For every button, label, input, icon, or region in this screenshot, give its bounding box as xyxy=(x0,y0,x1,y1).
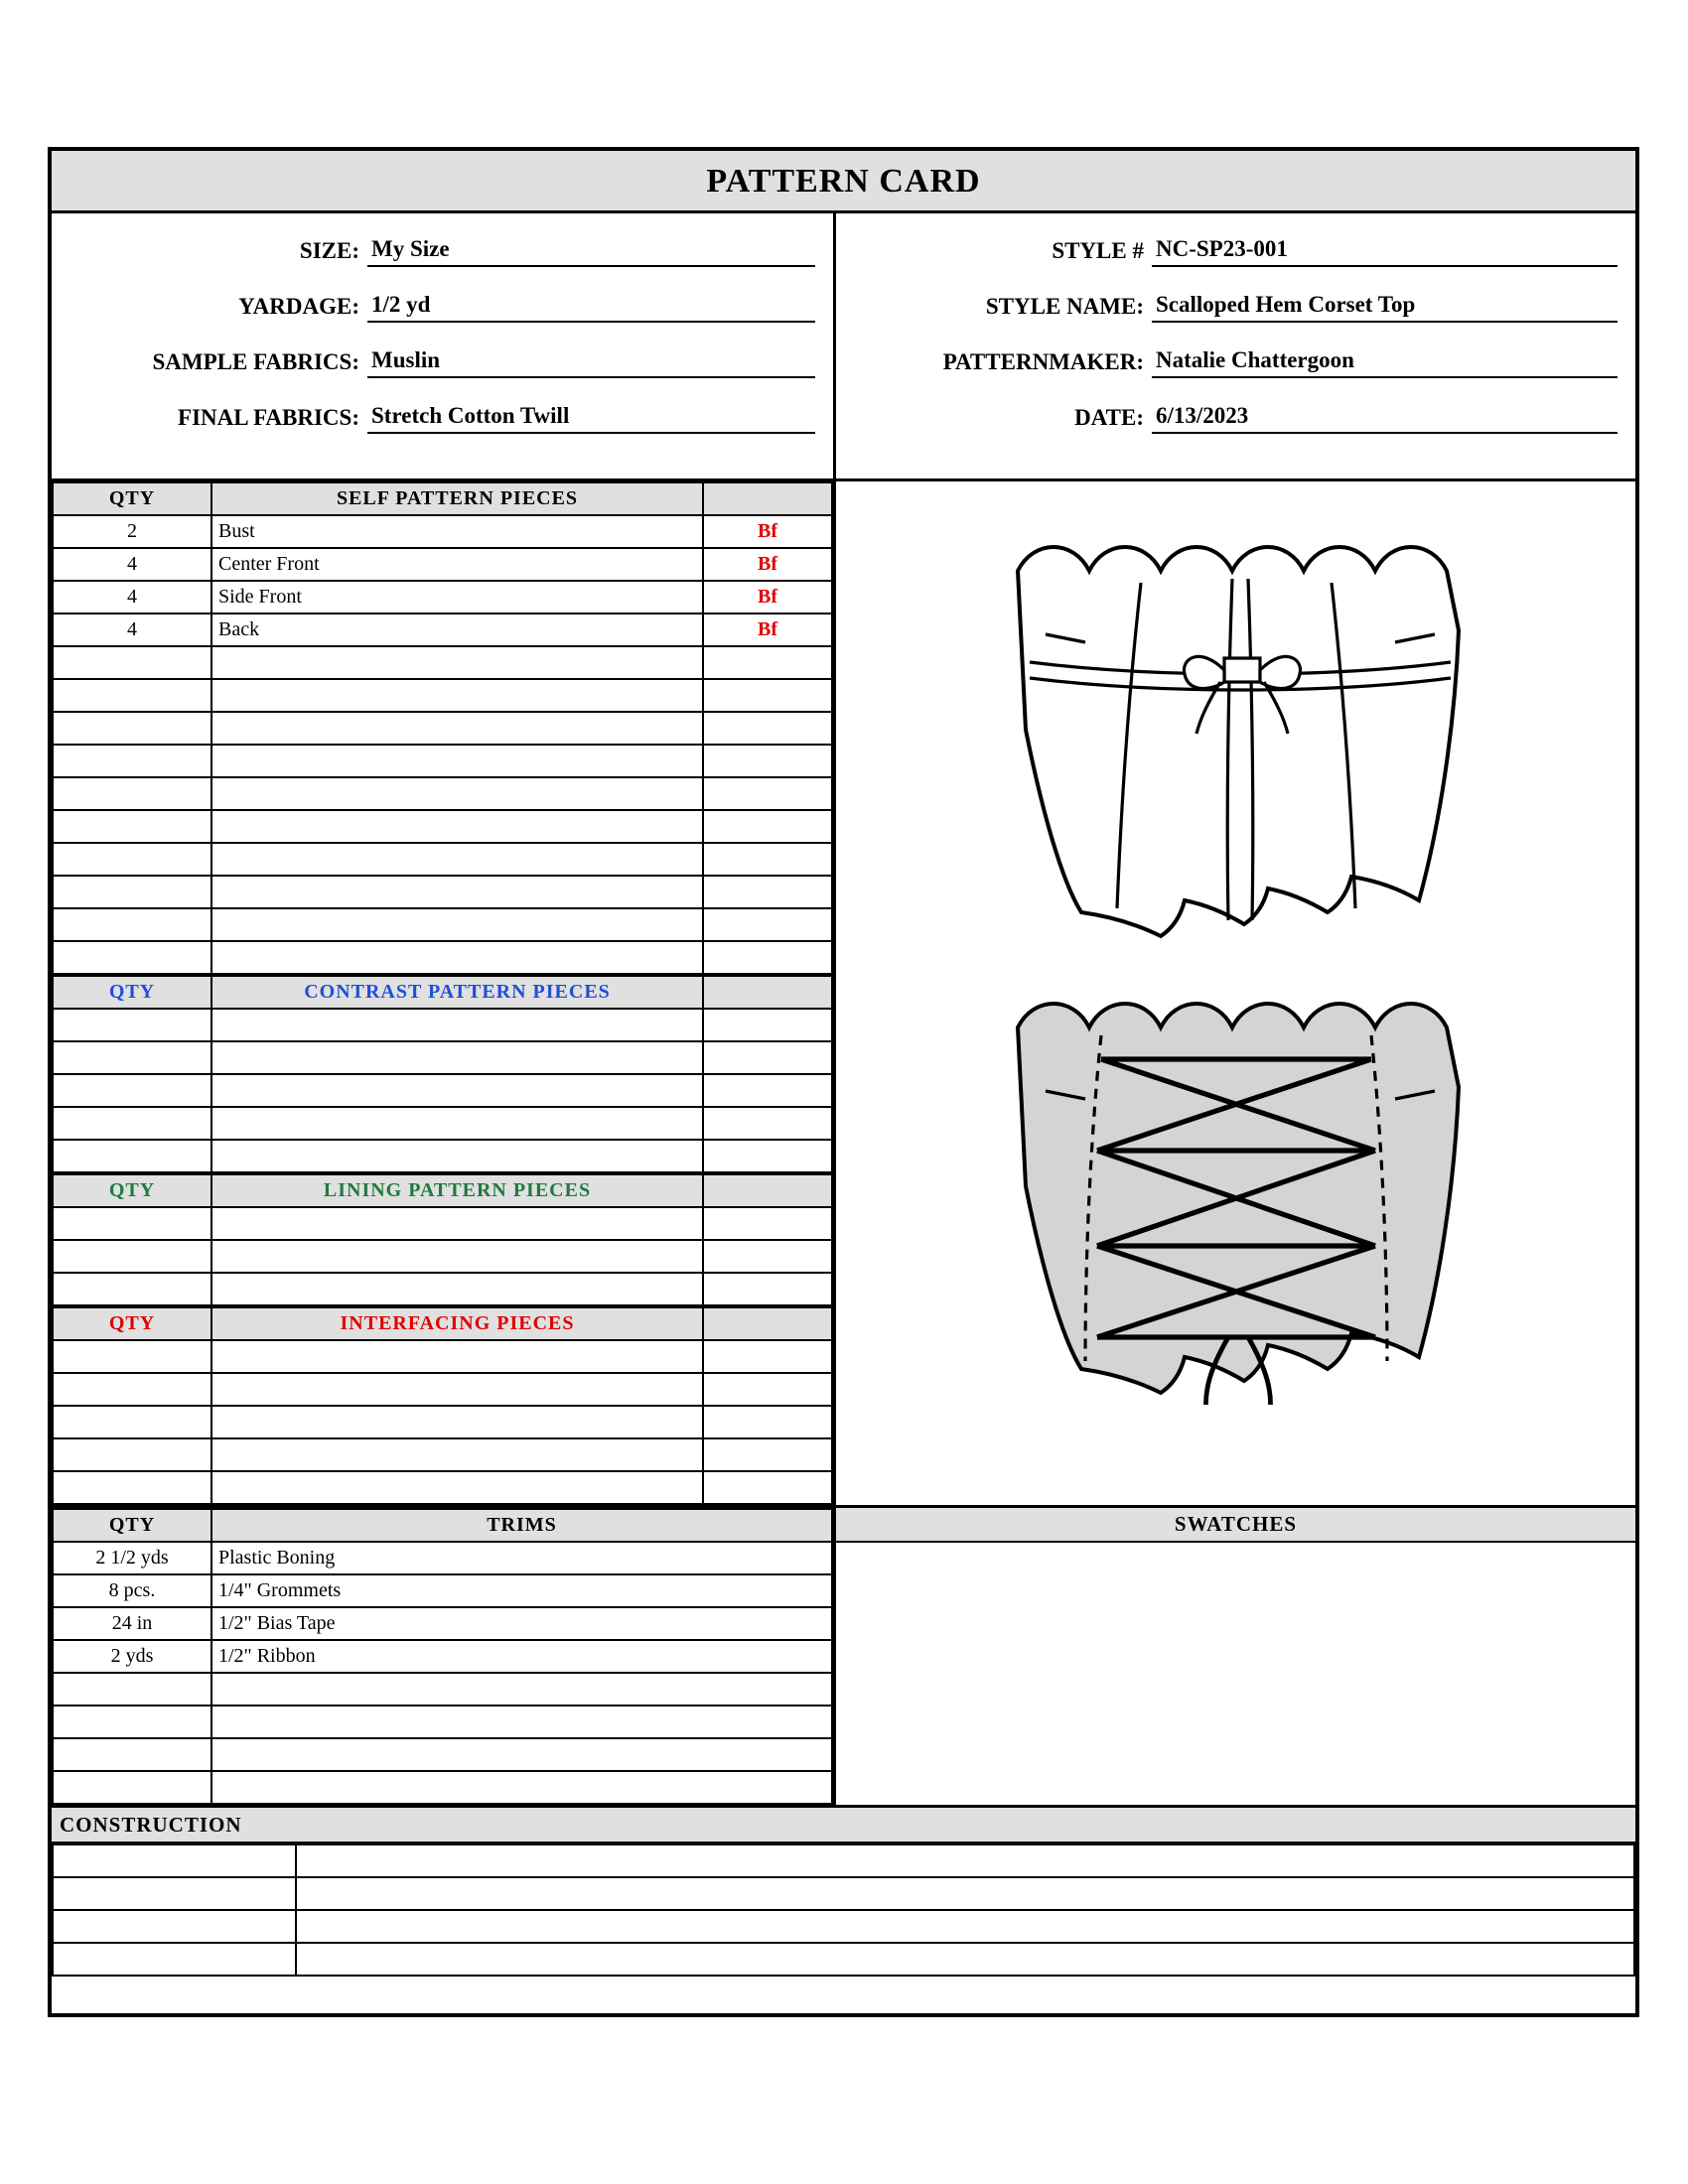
lining-title: LINING PATTERN PIECES xyxy=(211,1174,703,1207)
self-row-4-name xyxy=(211,646,703,679)
self-row-4-qty xyxy=(53,646,211,679)
interfacing-pieces-table xyxy=(52,1306,833,1505)
corset-flats xyxy=(836,481,1635,1410)
field-final-fabrics-value[interactable]: Stretch Cotton Twill xyxy=(367,400,815,434)
field-style-number xyxy=(846,227,1618,267)
trims-row-5-qty xyxy=(53,1706,211,1738)
self-row-13-qty xyxy=(53,941,211,974)
table-row[interactable] xyxy=(53,908,832,941)
table-row[interactable] xyxy=(53,1910,1634,1943)
interfacing-row-2-code xyxy=(703,1406,832,1438)
contrast-row-0-qty xyxy=(53,1009,211,1041)
table-row[interactable] xyxy=(53,1074,832,1107)
trims-row-4-name xyxy=(211,1673,832,1706)
swatches-column xyxy=(836,1508,1635,1805)
contrast-qty-header: QTY xyxy=(53,976,211,1009)
interfacing-row-4-name xyxy=(211,1471,703,1504)
self-row-9-qty xyxy=(53,810,211,843)
self-row-4-code xyxy=(703,646,832,679)
table-row[interactable] xyxy=(53,1207,832,1240)
construction-row-3-qty xyxy=(53,1943,296,1976)
field-date xyxy=(846,394,1618,434)
field-sample-fabrics-value[interactable]: Muslin xyxy=(367,344,815,378)
table-row[interactable] xyxy=(53,1373,832,1406)
table-row[interactable] xyxy=(53,941,832,974)
swatches-title: SWATCHES xyxy=(836,1508,1635,1543)
self-row-2-code: Bf xyxy=(703,581,832,614)
lining-code-header xyxy=(703,1174,832,1207)
trims-title: TRIMS xyxy=(211,1509,832,1542)
field-date-value[interactable]: 6/13/2023 xyxy=(1152,400,1618,434)
contrast-row-0-name xyxy=(211,1009,703,1041)
self-row-3-name: Back xyxy=(211,614,703,646)
self-row-13-name xyxy=(211,941,703,974)
table-row[interactable] xyxy=(53,1107,832,1140)
construction-row-2-text xyxy=(296,1910,1634,1943)
table-row[interactable] xyxy=(53,1041,832,1074)
contrast-row-4-qty xyxy=(53,1140,211,1172)
header-block xyxy=(52,213,1635,481)
table-row[interactable] xyxy=(53,1438,832,1471)
interfacing-row-0-qty xyxy=(53,1340,211,1373)
pattern-card-page xyxy=(48,147,1639,2017)
self-row-6-code xyxy=(703,712,832,745)
trims-row-5-name xyxy=(211,1706,832,1738)
self-row-0-name: Bust xyxy=(211,515,703,548)
field-sample-fabrics xyxy=(62,339,815,378)
table-row[interactable] xyxy=(53,679,832,712)
self-row-7-name xyxy=(211,745,703,777)
lining-row-1-code xyxy=(703,1240,832,1273)
self-row-9-code xyxy=(703,810,832,843)
interfacing-row-0-code xyxy=(703,1340,832,1373)
interfacing-row-2-name xyxy=(211,1406,703,1438)
lining-row-1-name xyxy=(211,1240,703,1273)
lining-row-2-name xyxy=(211,1273,703,1305)
field-size-value[interactable]: My Size xyxy=(367,233,815,267)
interfacing-row-4-code xyxy=(703,1471,832,1504)
trims-row-2-qty: 24 in xyxy=(53,1607,211,1640)
field-date-label: DATE: xyxy=(1074,405,1144,430)
field-patternmaker xyxy=(846,339,1618,378)
table-row[interactable] xyxy=(53,876,832,908)
contrast-row-1-name xyxy=(211,1041,703,1074)
table-row[interactable] xyxy=(53,1640,832,1673)
contrast-row-1-qty xyxy=(53,1041,211,1074)
construction-row-3-text xyxy=(296,1943,1634,1976)
field-yardage-value[interactable]: 1/2 yd xyxy=(367,289,815,323)
self-row-5-name xyxy=(211,679,703,712)
interfacing-section-header xyxy=(53,1307,832,1340)
middle-block xyxy=(52,481,1635,1508)
construction-row-0-qty xyxy=(53,1844,296,1877)
contrast-row-4-name xyxy=(211,1140,703,1172)
trims-row-3-qty: 2 yds xyxy=(53,1640,211,1673)
construction-table xyxy=(52,1843,1635,1977)
trims-row-0-qty: 2 1/2 yds xyxy=(53,1542,211,1574)
trims-and-swatches-block xyxy=(52,1508,1635,1808)
contrast-row-2-code xyxy=(703,1074,832,1107)
table-row[interactable] xyxy=(53,712,832,745)
lining-qty-header: QTY xyxy=(53,1174,211,1207)
interfacing-row-1-code xyxy=(703,1373,832,1406)
contrast-code-header xyxy=(703,976,832,1009)
table-row[interactable] xyxy=(53,1273,832,1305)
page-title: PATTERN CARD xyxy=(52,151,1635,213)
field-final-fabrics xyxy=(62,394,815,434)
field-yardage xyxy=(62,283,815,323)
field-size xyxy=(62,227,815,267)
lining-row-0-name xyxy=(211,1207,703,1240)
contrast-title: CONTRAST PATTERN PIECES xyxy=(211,976,703,1009)
trims-row-7-qty xyxy=(53,1771,211,1804)
table-row[interactable] xyxy=(53,1877,1634,1910)
self-row-11-code xyxy=(703,876,832,908)
trims-row-1-name: 1/4" Grommets xyxy=(211,1574,832,1607)
table-row[interactable] xyxy=(53,1943,1634,1976)
interfacing-row-1-qty xyxy=(53,1373,211,1406)
construction-row-1-qty xyxy=(53,1877,296,1910)
trims-table xyxy=(52,1508,833,1805)
self-row-5-qty xyxy=(53,679,211,712)
trims-row-4-qty xyxy=(53,1673,211,1706)
self-row-3-code: Bf xyxy=(703,614,832,646)
field-style-number-value[interactable]: NC-SP23-001 xyxy=(1152,233,1618,267)
self-row-10-qty xyxy=(53,843,211,876)
lining-row-0-qty xyxy=(53,1207,211,1240)
construction-row-0-text xyxy=(296,1844,1634,1877)
trims-row-7-name xyxy=(211,1771,832,1804)
table-row[interactable] xyxy=(53,1009,832,1041)
self-code-header xyxy=(703,482,832,515)
trims-row-1-qty: 8 pcs. xyxy=(53,1574,211,1607)
interfacing-row-2-qty xyxy=(53,1406,211,1438)
self-row-10-code xyxy=(703,843,832,876)
contrast-row-3-name xyxy=(211,1107,703,1140)
table-row[interactable] xyxy=(53,1471,832,1504)
lining-row-2-code xyxy=(703,1273,832,1305)
table-row[interactable] xyxy=(53,1738,832,1771)
field-yardage-label: YARDAGE: xyxy=(238,294,359,319)
trims-section-header xyxy=(53,1509,832,1542)
table-row[interactable] xyxy=(53,810,832,843)
table-row[interactable] xyxy=(53,1406,832,1438)
self-row-12-qty xyxy=(53,908,211,941)
self-row-8-qty xyxy=(53,777,211,810)
table-row[interactable] xyxy=(53,646,832,679)
self-row-12-name xyxy=(211,908,703,941)
field-final-fabrics-label: FINAL FABRICS: xyxy=(178,405,359,430)
self-row-8-name xyxy=(211,777,703,810)
self-row-6-name xyxy=(211,712,703,745)
self-row-11-name xyxy=(211,876,703,908)
contrast-row-4-code xyxy=(703,1140,832,1172)
contrast-row-1-code xyxy=(703,1041,832,1074)
table-row[interactable] xyxy=(53,581,832,614)
swatches-area[interactable] xyxy=(836,1543,1635,1801)
trims-row-6-qty xyxy=(53,1738,211,1771)
field-style-number-label: STYLE # xyxy=(1052,238,1144,263)
table-row[interactable] xyxy=(53,1844,1634,1877)
field-patternmaker-value[interactable]: Natalie Chattergoon xyxy=(1152,344,1618,378)
contrast-section-header xyxy=(53,976,832,1009)
self-row-3-qty: 4 xyxy=(53,614,211,646)
self-row-0-qty: 2 xyxy=(53,515,211,548)
self-row-9-name xyxy=(211,810,703,843)
trims-row-3-name: 1/2" Ribbon xyxy=(211,1640,832,1673)
self-row-11-qty xyxy=(53,876,211,908)
header-left-fields xyxy=(52,213,836,478)
table-row[interactable] xyxy=(53,1340,832,1373)
field-style-name-value[interactable]: Scalloped Hem Corset Top xyxy=(1152,289,1618,323)
field-style-name-label: STYLE NAME: xyxy=(985,294,1144,319)
table-row[interactable] xyxy=(53,1240,832,1273)
lining-row-1-qty xyxy=(53,1240,211,1273)
self-row-10-name xyxy=(211,843,703,876)
table-row[interactable] xyxy=(53,1542,832,1574)
interfacing-qty-header: QTY xyxy=(53,1307,211,1340)
contrast-row-0-code xyxy=(703,1009,832,1041)
contrast-pattern-pieces-table xyxy=(52,975,833,1173)
lining-row-2-qty xyxy=(53,1273,211,1305)
self-row-0-code: Bf xyxy=(703,515,832,548)
construction-title: CONSTRUCTION xyxy=(52,1808,1635,1843)
trims-row-6-name xyxy=(211,1738,832,1771)
interfacing-row-4-qty xyxy=(53,1471,211,1504)
pattern-pieces-column xyxy=(52,481,836,1505)
self-title: SELF PATTERN PIECES xyxy=(211,482,703,515)
interfacing-row-3-name xyxy=(211,1438,703,1471)
self-row-1-qty: 4 xyxy=(53,548,211,581)
corset-front-flat xyxy=(879,511,1594,1405)
self-row-13-code xyxy=(703,941,832,974)
lining-pattern-pieces-table xyxy=(52,1173,833,1306)
trims-qty-header: QTY xyxy=(53,1509,211,1542)
interfacing-row-0-name xyxy=(211,1340,703,1373)
interfacing-row-1-name xyxy=(211,1373,703,1406)
table-row[interactable] xyxy=(53,1771,832,1804)
construction-row-2-qty xyxy=(53,1910,296,1943)
self-row-12-code xyxy=(703,908,832,941)
interfacing-row-3-qty xyxy=(53,1438,211,1471)
table-row[interactable] xyxy=(53,1607,832,1640)
self-row-1-name: Center Front xyxy=(211,548,703,581)
field-sample-fabrics-label: SAMPLE FABRICS: xyxy=(152,349,359,374)
self-pattern-pieces-table xyxy=(52,481,833,975)
table-row[interactable] xyxy=(53,745,832,777)
flats-illustration-column xyxy=(836,481,1635,1505)
contrast-row-3-qty xyxy=(53,1107,211,1140)
self-row-6-qty xyxy=(53,712,211,745)
self-row-5-code xyxy=(703,679,832,712)
self-qty-header: QTY xyxy=(53,482,211,515)
trims-row-0-name: Plastic Boning xyxy=(211,1542,832,1574)
table-row[interactable] xyxy=(53,1140,832,1172)
table-row[interactable] xyxy=(53,1673,832,1706)
table-row[interactable] xyxy=(53,515,832,548)
trims-column xyxy=(52,1508,836,1805)
interfacing-code-header xyxy=(703,1307,832,1340)
construction-block xyxy=(52,1808,1635,1977)
contrast-row-2-qty xyxy=(53,1074,211,1107)
construction-row-1-text xyxy=(296,1877,1634,1910)
table-row[interactable] xyxy=(53,1574,832,1607)
interfacing-row-3-code xyxy=(703,1438,832,1471)
self-row-7-qty xyxy=(53,745,211,777)
header-right-fields xyxy=(836,213,1635,478)
table-row[interactable] xyxy=(53,843,832,876)
contrast-row-3-code xyxy=(703,1107,832,1140)
self-row-7-code xyxy=(703,745,832,777)
table-row[interactable] xyxy=(53,614,832,646)
self-row-8-code xyxy=(703,777,832,810)
self-section-header xyxy=(53,482,832,515)
self-row-1-code: Bf xyxy=(703,548,832,581)
self-row-2-name: Side Front xyxy=(211,581,703,614)
table-row[interactable] xyxy=(53,1706,832,1738)
lining-row-0-code xyxy=(703,1207,832,1240)
contrast-row-2-name xyxy=(211,1074,703,1107)
interfacing-title: INTERFACING PIECES xyxy=(211,1307,703,1340)
self-row-2-qty: 4 xyxy=(53,581,211,614)
table-row[interactable] xyxy=(53,777,832,810)
field-size-label: SIZE: xyxy=(299,238,359,263)
trims-row-2-name: 1/2" Bias Tape xyxy=(211,1607,832,1640)
lining-section-header xyxy=(53,1174,832,1207)
table-row[interactable] xyxy=(53,548,832,581)
field-patternmaker-label: PATTERNMAKER: xyxy=(942,349,1144,374)
field-style-name xyxy=(846,283,1618,323)
